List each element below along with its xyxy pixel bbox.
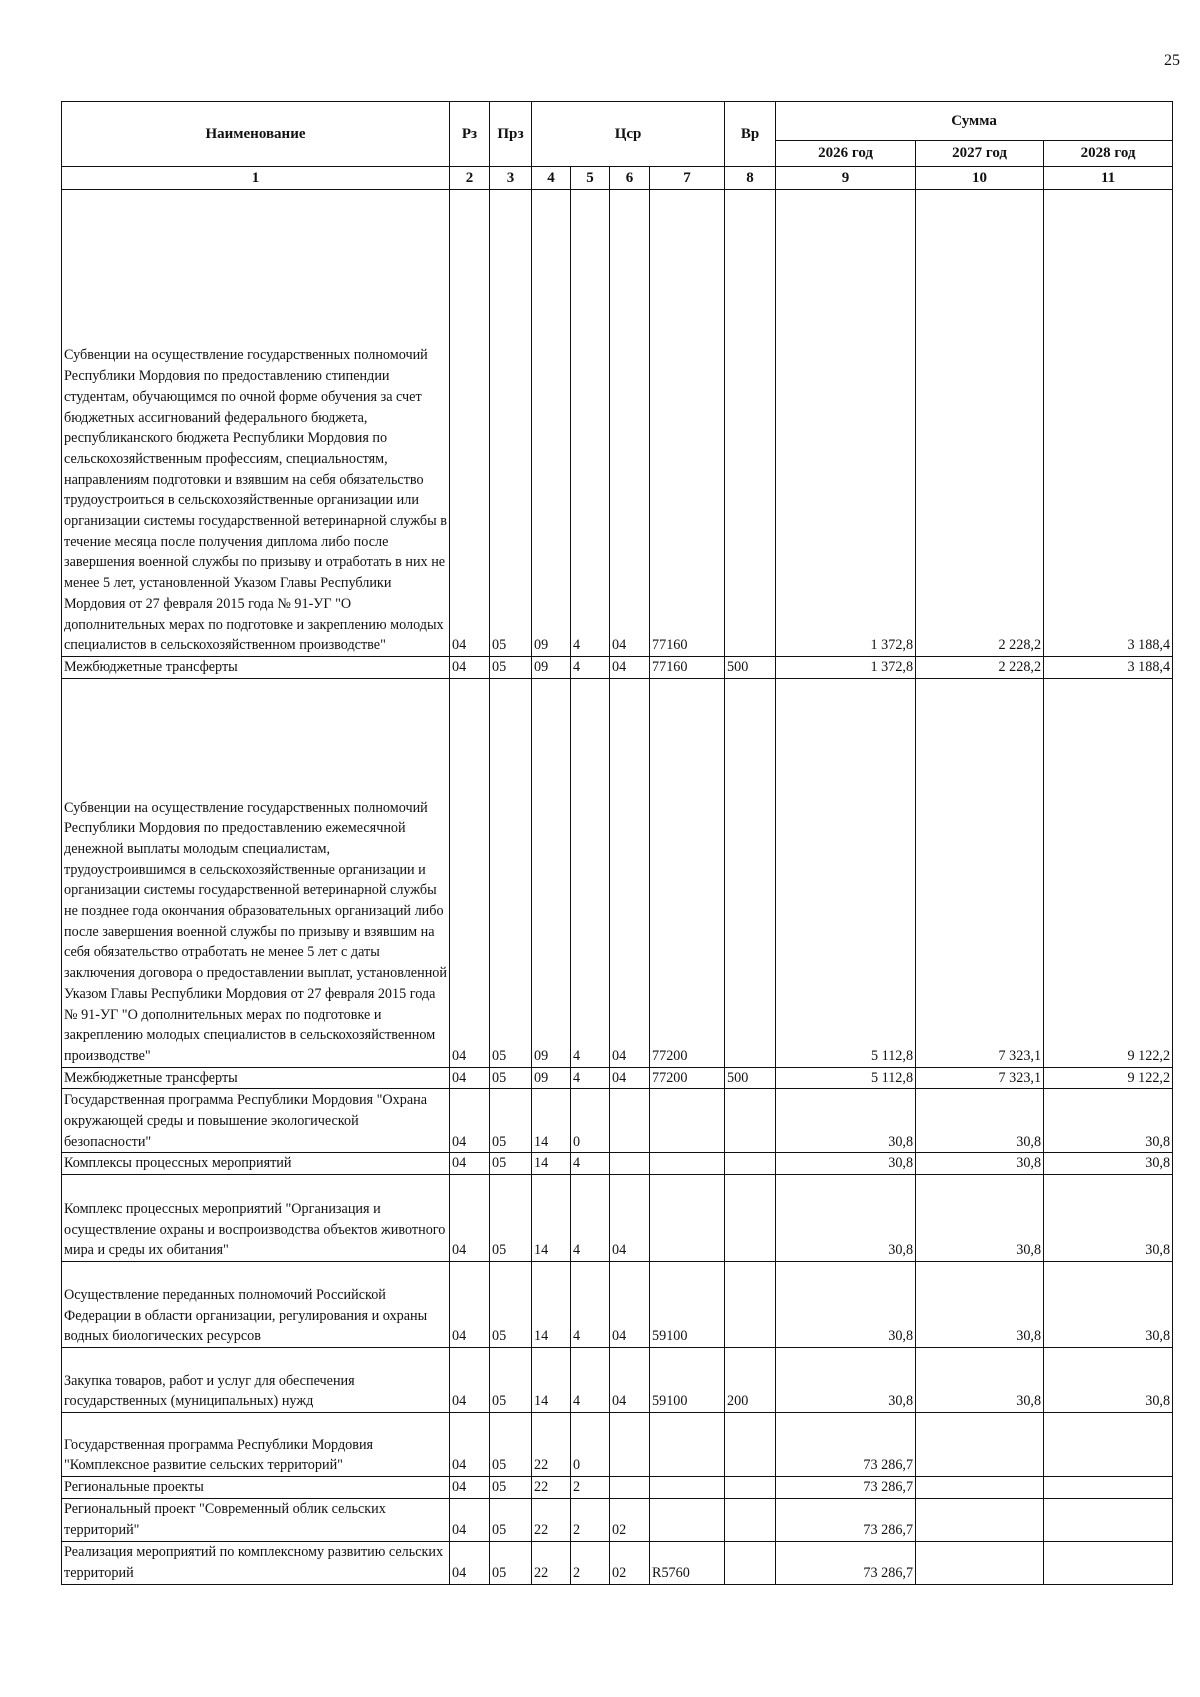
row-csr-7: R5760	[650, 1541, 725, 1584]
row-csr-7	[650, 1413, 725, 1477]
row-sum-2026: 73 286,7	[776, 1541, 916, 1584]
row-vr	[725, 1262, 776, 1348]
table-row	[62, 1089, 1173, 1153]
row-csr-6	[610, 1153, 650, 1175]
row-csr-5: 2	[571, 1541, 610, 1584]
row-sum-2028: 30,8	[1044, 1153, 1173, 1175]
row-sum-2026: 5 112,8	[776, 1067, 916, 1089]
row-csr-6	[610, 1413, 650, 1477]
col-number: 9	[776, 167, 916, 190]
row-rz: 04	[450, 1089, 490, 1153]
row-csr-7	[650, 1153, 725, 1175]
row-vr	[725, 1175, 776, 1262]
table-row	[62, 1262, 1173, 1348]
row-name: Региональные проекты	[62, 1477, 450, 1499]
row-name: Закупка товаров, работ и услуг для обеспечения государственных (муниципальных) нужд	[62, 1348, 450, 1413]
row-csr-6: 04	[610, 1175, 650, 1262]
row-name: Межбюджетные трансферты	[62, 657, 450, 679]
table-row	[62, 1067, 1173, 1089]
row-csr-4: 09	[532, 657, 571, 679]
table-row	[62, 1413, 1173, 1477]
row-csr-5: 4	[571, 1262, 610, 1348]
row-csr-5: 4	[571, 1348, 610, 1413]
row-name: Реализация мероприятий по комплексному развитию сельских территорий	[62, 1541, 450, 1584]
row-csr-7: 77160	[650, 657, 725, 679]
row-csr-6: 04	[610, 657, 650, 679]
row-sum-2026: 30,8	[776, 1348, 916, 1413]
row-csr-5: 4	[571, 190, 610, 657]
row-csr-6: 04	[610, 1262, 650, 1348]
row-name: Государственная программа Республики Мордовия "Охрана окружающей среды и повышение экологической безопасности"	[62, 1089, 450, 1153]
row-csr-6: 02	[610, 1498, 650, 1541]
row-sum-2028: 9 122,2	[1044, 1067, 1173, 1089]
row-csr-6: 02	[610, 1541, 650, 1584]
row-sum-2027: 30,8	[916, 1262, 1044, 1348]
row-csr-6: 04	[610, 1067, 650, 1089]
row-sum-2026: 73 286,7	[776, 1477, 916, 1499]
row-csr-5: 4	[571, 657, 610, 679]
table-row	[62, 1348, 1173, 1413]
row-sum-2028: 3 188,4	[1044, 190, 1173, 657]
row-csr-5: 2	[571, 1498, 610, 1541]
row-csr-4: 09	[532, 678, 571, 1067]
row-csr-4: 14	[532, 1262, 571, 1348]
row-prz: 05	[490, 1348, 532, 1413]
row-sum-2028	[1044, 1477, 1173, 1499]
row-sum-2027: 30,8	[916, 1348, 1044, 1413]
row-name: Субвенции на осуществление государственных полномочий Республики Мордовия по предоставлению стипендии студентам, обучающимся по очной форме обучения за счет бюджетных ассигнований федерального бюджета, республиканского бюджета Республики Мордовия по сельскохозяйственным профессиям, специальностям, направлениям подготовки и взявшим на себя обязательство трудоустроиться в сельскохозяйственные организации или организации системы государственной ветеринарной службы в течение месяца после получения диплома либо после завершения военной службы по призыву и отработать в них не менее 5 лет, установленной Указом Главы Республики Мордовия от 27 февраля 2015 года № 91-УГ "О дополнительных мерах по подготовке и закреплению молодых специалистов в сельскохозяйственном производстве"	[62, 190, 450, 657]
row-prz: 05	[490, 190, 532, 657]
budget-table	[61, 101, 1173, 1585]
row-csr-4: 14	[532, 1153, 571, 1175]
header-year-2026: 2026 год	[776, 141, 916, 167]
col-number: 7	[650, 167, 725, 190]
row-csr-7	[650, 1498, 725, 1541]
row-csr-5: 4	[571, 1175, 610, 1262]
row-sum-2027: 2 228,2	[916, 190, 1044, 657]
row-csr-6: 04	[610, 1348, 650, 1413]
col-number: 11	[1044, 167, 1173, 190]
row-prz: 05	[490, 657, 532, 679]
col-number: 5	[571, 167, 610, 190]
row-prz: 05	[490, 1089, 532, 1153]
row-csr-5: 4	[571, 1067, 610, 1089]
row-csr-5: 4	[571, 678, 610, 1067]
row-sum-2026: 30,8	[776, 1262, 916, 1348]
table-row	[62, 1175, 1173, 1262]
row-sum-2028: 30,8	[1044, 1175, 1173, 1262]
row-rz: 04	[450, 1262, 490, 1348]
row-sum-2028: 9 122,2	[1044, 678, 1173, 1067]
row-csr-4: 22	[532, 1541, 571, 1584]
row-sum-2026: 30,8	[776, 1153, 916, 1175]
table-row	[62, 1498, 1173, 1541]
header-year-2027: 2027 год	[916, 141, 1044, 167]
table-row	[62, 1477, 1173, 1499]
row-csr-4: 22	[532, 1477, 571, 1499]
header-vr: Вр	[725, 102, 776, 167]
page-number: 25	[1164, 52, 1180, 69]
col-number: 4	[532, 167, 571, 190]
col-number: 1	[62, 167, 450, 190]
row-vr	[725, 1413, 776, 1477]
row-name: Комплекс процессных мероприятий "Организация и осуществление охраны и воспроизводства объектов животного мира и среды их обитания"	[62, 1175, 450, 1262]
header-rz: Рз	[450, 102, 490, 167]
row-name: Субвенции на осуществление государственных полномочий Республики Мордовия по предоставлению ежемесячной денежной выплаты молодым специалистам, трудоустроившимся в сельскохозяйственные организации и организации системы государственной ветеринарной службы не позднее года окончания образовательных организаций либо после завершения военной службы по призыву и взявшим на себя обязательство отработать не менее 5 лет с даты заключения договора о предоставлении выплат, установленной Указом Главы Республики Мордовия от 27 февраля 2015 года № 91-УГ "О дополнительных мерах по подготовке и закреплению молодых специалистов в сельскохозяйственном производстве"	[62, 678, 450, 1067]
row-sum-2027: 7 323,1	[916, 1067, 1044, 1089]
col-number: 3	[490, 167, 532, 190]
row-vr	[725, 1477, 776, 1499]
row-sum-2028: 30,8	[1044, 1262, 1173, 1348]
row-csr-4: 09	[532, 1067, 571, 1089]
row-vr	[725, 1541, 776, 1584]
row-sum-2027: 30,8	[916, 1089, 1044, 1153]
table-row	[62, 678, 1173, 1067]
row-vr	[725, 1498, 776, 1541]
row-rz: 04	[450, 1348, 490, 1413]
row-sum-2027	[916, 1541, 1044, 1584]
row-csr-5: 0	[571, 1089, 610, 1153]
row-rz: 04	[450, 1413, 490, 1477]
row-sum-2028	[1044, 1413, 1173, 1477]
row-sum-2026: 1 372,8	[776, 657, 916, 679]
row-csr-6: 04	[610, 190, 650, 657]
header-year-2028: 2028 год	[1044, 141, 1173, 167]
row-csr-7: 59100	[650, 1348, 725, 1413]
row-csr-4: 22	[532, 1498, 571, 1541]
row-prz: 05	[490, 1413, 532, 1477]
row-prz: 05	[490, 1153, 532, 1175]
row-vr	[725, 1089, 776, 1153]
row-rz: 04	[450, 1498, 490, 1541]
header-summa: Сумма	[776, 102, 1173, 141]
table-row	[62, 1153, 1173, 1175]
row-csr-7: 77200	[650, 678, 725, 1067]
row-vr	[725, 190, 776, 657]
row-csr-6: 04	[610, 678, 650, 1067]
row-rz: 04	[450, 678, 490, 1067]
row-csr-7: 59100	[650, 1262, 725, 1348]
row-sum-2026: 30,8	[776, 1175, 916, 1262]
row-vr	[725, 678, 776, 1067]
row-sum-2026: 73 286,7	[776, 1498, 916, 1541]
col-number: 2	[450, 167, 490, 190]
row-rz: 04	[450, 1067, 490, 1089]
row-csr-7	[650, 1089, 725, 1153]
row-csr-4: 14	[532, 1089, 571, 1153]
row-prz: 05	[490, 1541, 532, 1584]
row-vr: 200	[725, 1348, 776, 1413]
row-rz: 04	[450, 1541, 490, 1584]
row-vr: 500	[725, 657, 776, 679]
row-name: Межбюджетные трансферты	[62, 1067, 450, 1089]
row-sum-2027	[916, 1498, 1044, 1541]
row-sum-2028: 30,8	[1044, 1348, 1173, 1413]
row-csr-4: 14	[532, 1175, 571, 1262]
row-name: Комплексы процессных мероприятий	[62, 1153, 450, 1175]
row-csr-5: 2	[571, 1477, 610, 1499]
row-csr-7	[650, 1477, 725, 1499]
header-prz: Прз	[490, 102, 532, 167]
row-name: Осуществление переданных полномочий Российской Федерации в области организации, регулирования и охраны водных биологических ресурсов	[62, 1262, 450, 1348]
column-numbers-row	[62, 167, 1173, 190]
row-sum-2028: 30,8	[1044, 1089, 1173, 1153]
row-name: Государственная программа Республики Мордовия "Комплексное развитие сельских территорий"	[62, 1413, 450, 1477]
row-rz: 04	[450, 1477, 490, 1499]
row-rz: 04	[450, 1153, 490, 1175]
row-sum-2027: 2 228,2	[916, 657, 1044, 679]
row-rz: 04	[450, 1175, 490, 1262]
row-prz: 05	[490, 1498, 532, 1541]
row-csr-7: 77160	[650, 190, 725, 657]
table-row	[62, 1541, 1173, 1584]
row-prz: 05	[490, 1175, 532, 1262]
row-sum-2027: 30,8	[916, 1175, 1044, 1262]
row-sum-2026: 30,8	[776, 1089, 916, 1153]
row-sum-2027	[916, 1477, 1044, 1499]
row-sum-2028: 3 188,4	[1044, 657, 1173, 679]
header-name: Наименование	[62, 102, 450, 167]
header-csr: Цср	[532, 102, 725, 167]
row-sum-2026: 1 372,8	[776, 190, 916, 657]
row-vr	[725, 1153, 776, 1175]
row-prz: 05	[490, 678, 532, 1067]
row-vr: 500	[725, 1067, 776, 1089]
row-csr-7: 77200	[650, 1067, 725, 1089]
row-csr-5: 4	[571, 1153, 610, 1175]
header-row	[62, 102, 1173, 141]
row-csr-6	[610, 1477, 650, 1499]
row-rz: 04	[450, 657, 490, 679]
row-csr-4: 09	[532, 190, 571, 657]
row-csr-4: 14	[532, 1348, 571, 1413]
row-sum-2028	[1044, 1498, 1173, 1541]
row-sum-2027	[916, 1413, 1044, 1477]
col-number: 6	[610, 167, 650, 190]
row-csr-4: 22	[532, 1413, 571, 1477]
col-number: 8	[725, 167, 776, 190]
col-number: 10	[916, 167, 1044, 190]
row-sum-2027: 7 323,1	[916, 678, 1044, 1067]
row-csr-5: 0	[571, 1413, 610, 1477]
row-csr-7	[650, 1175, 725, 1262]
row-csr-6	[610, 1089, 650, 1153]
row-rz: 04	[450, 190, 490, 657]
table-row	[62, 190, 1173, 657]
row-prz: 05	[490, 1262, 532, 1348]
row-sum-2028	[1044, 1541, 1173, 1584]
row-sum-2026: 73 286,7	[776, 1413, 916, 1477]
row-sum-2027: 30,8	[916, 1153, 1044, 1175]
row-prz: 05	[490, 1477, 532, 1499]
table-row	[62, 657, 1173, 679]
row-name: Региональный проект "Современный облик сельских территорий"	[62, 1498, 450, 1541]
row-prz: 05	[490, 1067, 532, 1089]
row-sum-2026: 5 112,8	[776, 678, 916, 1067]
